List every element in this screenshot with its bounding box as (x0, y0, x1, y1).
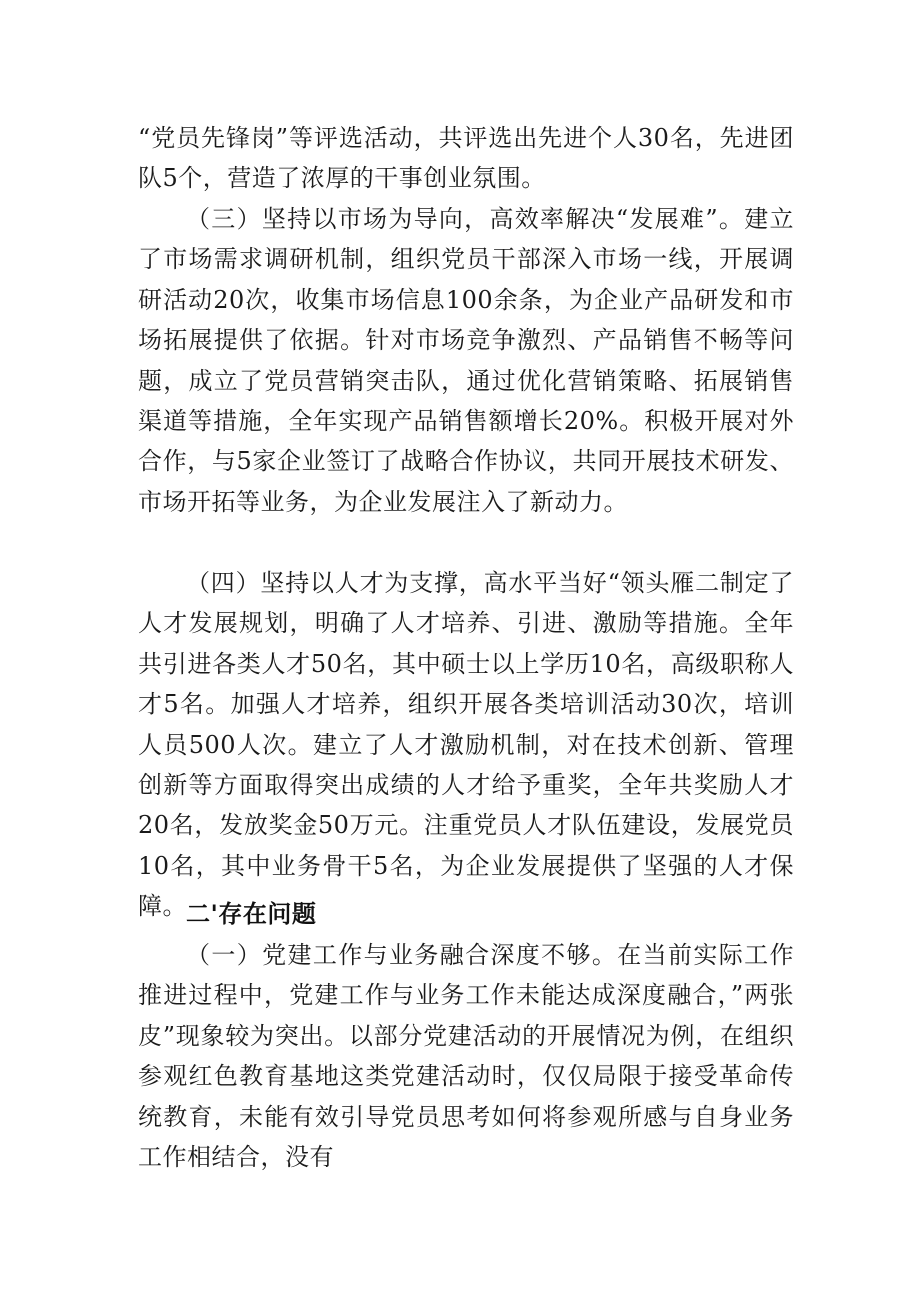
paragraph-talent-support: （四）坚持以人才为支撑，高水平当好“领头雁二制定了人才发展规划，明确了人才培养、引进、激励等措施。全年共引进各类人才50名，其中硕士以上学历10名，高级职称人才5名。加强人才培养，组织开展各类培训活动30次，培训人员500人次。建立了人才激励机制，对在技术创新、管理创新等方面取得突出成绩的人才给予重奖，全年共奖励人才20名，发放奖金50万元。注重党员人才队伍建设，发展党员10名，其中业务骨干5名，为企业发展提供了坚强的人才保障。 (138, 569, 794, 921)
paragraph-market-orientation: （三）坚持以市场为导向，高效率解决“发展难”。建立了市场需求调研机制，组织党员干部深入市场一线，开展调研活动20次，收集市场信息100余条，为企业产品研发和市场拓展提供了依据。针对市场竞争激烈、产品销售不畅等问题，成立了党员营销突击队，通过优化营销策略、拓展销售渠道等措施，全年实现产品销售额增长20%。积极开展对外合作，与5家企业签订了战略合作协议，共同开展技术研发、市场开拓等业务，为企业发展注入了新动力。 (138, 205, 794, 516)
section-heading-problems: 二'存在问题 (186, 900, 317, 928)
paragraph-integration-issue: （一）党建工作与业务融合深度不够。在当前实际工作推进过程中，党建工作与业务工作未能达成深度融合，”两张皮”现象较为突出。以部分党建活动的开展情况为例，在组织参观红色教育基地这类党建活动时，仅仅局限于接受革命传统教育，未能有效引导党员思考如何将参观所感与自身业务工作相结合，没有 (138, 941, 794, 1172)
paragraph-continuation: “党员先锋岗”等评选活动，共评选出先进个人30名，先进团队5个，营造了浓厚的干事创业氛围。 (138, 124, 794, 193)
